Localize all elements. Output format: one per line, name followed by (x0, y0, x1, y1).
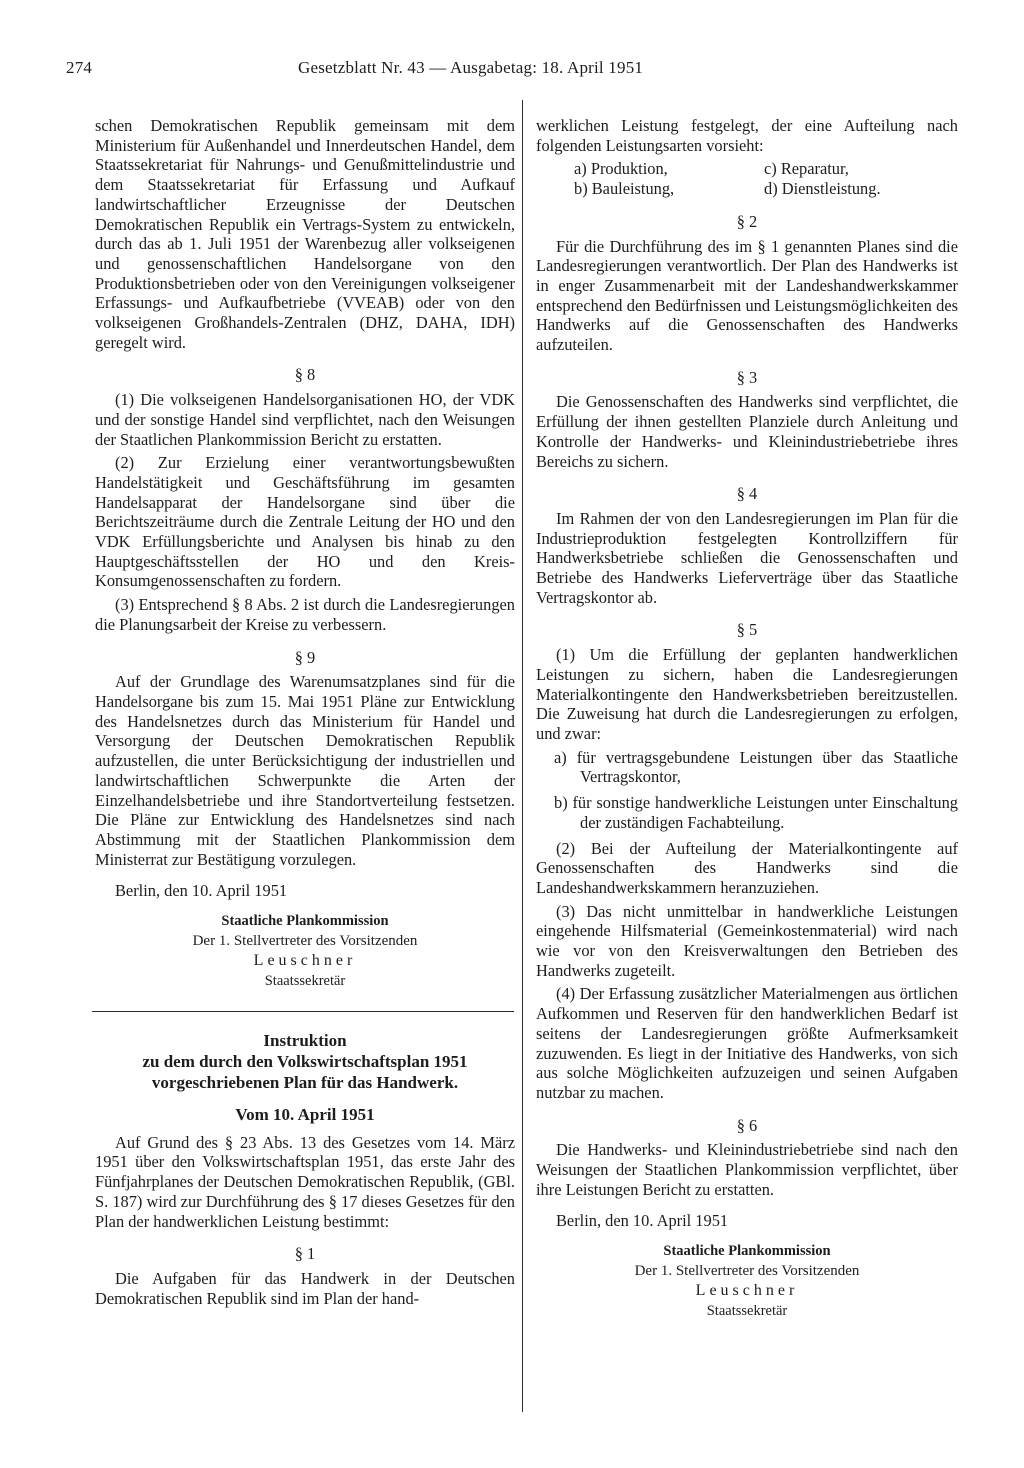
instruction-intro: Auf Grund des § 23 Abs. 13 des Gesetzes vom 14. März 1951 über den Volkswirtschaftsplan 1951, das erste Jahr des Fünfjahrplanes der Deutschen Demokratischen Republik, (GBl. S. 187) wird zur Durchführung des § 17 dieses Gesetzes für den Plan der handwerklichen Leistung bestimmt: (95, 1132, 515, 1231)
section-2-para-1: Für die Durchführung des im § 1 genannten Planes sind die Landesregierungen verantwortlich. Der Plan des Handwerks ist in enger Zusammenarbeit mit der Landeshandwerkskammer entsprechend den Bedürfnissen und Leistungsmöglichkeiten des Handwerks auf die Genossenschaften des Handwerks aufzuteilen. (536, 236, 958, 355)
section-8-heading: § 8 (294, 365, 316, 385)
section-5-para-3: (3) Das nicht unmittelbar in handwerkliche Leistungen eingehende Hilfsmaterial (Gemeinkostenmaterial) wird nach wie vor von den Kreisverwaltungen den Betrieben des Handwerks zugeteilt. (536, 901, 958, 980)
page-number: 274 (66, 58, 93, 77)
column-divider (522, 100, 523, 1412)
section-divider (92, 1011, 514, 1012)
instruction-title-line-3: vorgeschriebenen Plan für das Handwerk. (151, 1073, 459, 1093)
section-3-para-1: Die Genossenschaften des Handwerks sind verpflichtet, die Erfüllung der ihnen gestellten Planziele durch Anleitung und Kontrolle der Handwerks- und Kleinindustriebetriebe ihres Bereichs zu sichern. (536, 392, 958, 471)
signature-org: Staatliche Plankommission (663, 1243, 831, 1260)
signature-org: Staatliche Plankommission (221, 913, 389, 930)
signature-deputy: Der 1. Stellvertreter des Vorsitzenden (634, 1263, 860, 1280)
service-types-list (574, 159, 958, 198)
right-column (536, 116, 958, 1321)
section-2-heading: § 2 (736, 211, 758, 231)
section-5-para-2: (2) Bei der Aufteilung der Materialkontingente auf Genossenschaften des Handwerks sind die Landeshandwerkskammern heranzuziehen. (536, 838, 958, 897)
list-item: b) Bauleistung, (574, 179, 675, 199)
section-3-heading: § 3 (736, 367, 758, 387)
signature-deputy: Der 1. Stellvertreter des Vorsitzenden (192, 933, 418, 950)
section-1-heading: § 1 (294, 1244, 316, 1264)
section-5-para-1: (1) Um die Erfüllung der geplanten handwerklichen Leistungen zu sichern, haben die Landesregierungen Materialkontingente den Handwerksbetrieben bereitzustellen. Die Zuweisung hat durch die Landesregierungen zu erfolgen, und zwar: (536, 645, 958, 743)
signature-name: Leuschner (695, 1282, 799, 1300)
instruction-title-line-1: Instruktion (263, 1031, 347, 1051)
section-4-heading: § 4 (736, 484, 758, 504)
section-5-para-4: (4) Der Erfassung zusätzlicher Materialmengen aus örtlichen Aufkommen und Reserven für den handwerklichen Bedarf ist seitens der Landesregierungen größte Aufmerksamkeit zuzuwenden. Es liegt in der Initiative des Handwerks, von sich aus solche Möglichkeiten aufzuzeigen und seinen Aufgaben nutzbar zu machen. (536, 984, 958, 1102)
instruction-date: Vom 10. April 1951 (235, 1105, 375, 1125)
signature-rank: Staatssekretär (264, 973, 346, 990)
list-item: d) Dienstleistung. (764, 179, 881, 199)
signature-block (95, 911, 515, 991)
section-8-para-3: (3) Entsprechend § 8 Abs. 2 ist durch die Landesregierungen die Planungsarbeit der Kreise zu verbessern. (95, 595, 515, 634)
section-4-para-1: Im Rahmen der von den Landesregierungen im Plan für die Industrieproduktion festgelegten Kontrollziffern für Handwerksbetriebe schließen die Genossenschaften und Betriebe des Handwerks Lieferverträge über das Staatliche Vertragskontor ab. (536, 508, 958, 607)
left-column (95, 116, 515, 1312)
instruction-title (95, 1030, 515, 1093)
section-8-para-1: (1) Die volkseigenen Handelsorganisationen HO, der VDK und der sonstige Handel sind verpflichtet, nach den Weisungen der Staatlichen Plankommission Bericht zu erstatten. (95, 390, 515, 449)
section-9-heading: § 9 (294, 647, 316, 667)
place-date: Berlin, den 10. April 1951 (556, 1211, 729, 1231)
running-title: Gesetzblatt Nr. 43 — Ausgabetag: 18. April 1951 (298, 58, 644, 77)
signature-name: Leuschner (253, 952, 357, 970)
place-date: Berlin, den 10. April 1951 (115, 881, 288, 901)
signature-block (536, 1241, 958, 1321)
section-9-para-1: Auf der Grundlage des Warenumsatzplanes sind für die Handelsorgane bis zum 15. Mai 1951 Pläne zur Entwicklung des Handelsnetzes durch das Ministerium für Handel und Versorgung der Deutschen Demokratischen Republik aufzustellen, die unter Berücksichtigung der industriellen und landwirtschaftlichen Schwerpunkte die Arten der Einzelhandelsbetriebe und ihre Standortverteilung festsetzen. Die Pläne zur Entwicklung des Handelsnetzes sind nach Abstimmung mit der Staatlichen Plankommission dem Ministerrat zur Bestätigung vorzulegen. (95, 672, 515, 869)
intro-paragraph: schen Demokratischen Republik gemeinsam mit dem Ministerium für Außenhandel und Innerdeutschen Handel, dem Staatssekretariat für Nahrungs- und Genußmittelindustrie und dem Staatssekretariat für Erfassung und Aufkauf landwirtschaftlicher Erzeugnisse der Deutschen Demokratischen Republik ein Vertrags-System zu entwickeln, durch das ab 1. Juli 1951 der Warenbezug aller volkseigenen und genossenschaftlichen Handelsorgane von den Produktionsbetrieben oder von den Vereinigungen volkseigener Erfassungs- und Aufkaufbetriebe (VVEAB) oder von den volkseigenen Großhandels-Zentralen (DHZ, DAHA, IDH) geregelt wird. (95, 116, 515, 352)
list-item: c) Reparatur, (764, 159, 849, 179)
signature-rank: Staatssekretär (706, 1303, 788, 1320)
section-1-continuation: werklichen Leistung festgelegt, der eine Aufteilung nach folgenden Leistungsarten vorsieht: (536, 116, 958, 155)
section-5-item-b: b) für sonstige handwerkliche Leistungen unter Einschaltung der zuständigen Fachabteilung. (554, 793, 958, 832)
section-1-para-1: Die Aufgaben für das Handwerk in der Deutschen Demokratischen Republik sind im Plan der hand- (95, 1268, 515, 1308)
section-5-heading: § 5 (736, 620, 758, 640)
list-item: a) Produktion, (574, 159, 668, 179)
instruction-title-line-2: zu dem durch den Volkswirtschaftsplan 1951 (142, 1052, 468, 1072)
section-6-para-1: Die Handwerks- und Kleinindustriebetriebe sind nach den Weisungen der Staatlichen Plankommission verpflichtet, über ihre Leistungen Bericht zu erstatten. (536, 1140, 958, 1199)
page-header (66, 58, 736, 82)
section-5-item-a: a) für vertragsgebundene Leistungen über das Staatliche Vertragskontor, (554, 747, 958, 787)
section-6-heading: § 6 (736, 1115, 758, 1135)
section-8-para-2: (2) Zur Erzielung einer verantwortungsbewußten Handelstätigkeit und Geschäftsführung im gesamten Handelsapparat der Handelsorgane sind über die Berichtszeiträume durch die Zentrale Leitung der HO und den VDK Erfüllungsberichte und Analysen bis hinab zu den Hauptgeschäftsstellen der HO und den Kreis-Konsumgenossenschaften zu fordern. (95, 453, 515, 591)
